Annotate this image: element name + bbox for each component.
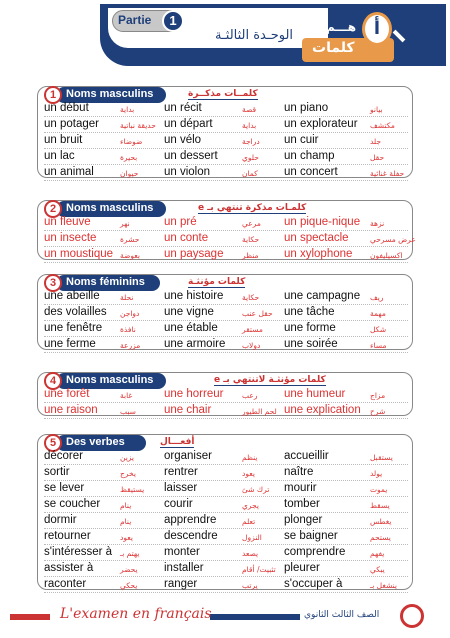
arabic-translation: مرعي: [242, 219, 261, 228]
arabic-translation: ينام: [120, 501, 132, 510]
french-word: un conte: [164, 232, 209, 244]
footer-line-left: [10, 614, 50, 620]
arabic-translation: دولاب: [242, 341, 261, 350]
french-word: une forêt: [44, 388, 90, 400]
arabic-translation: ينشغل بـ: [370, 581, 398, 590]
french-word: ranger: [164, 578, 198, 590]
french-word: un concert: [284, 166, 338, 178]
arabic-translation: بداية: [242, 121, 257, 130]
arabic-translation: يخرج: [120, 469, 136, 478]
arabic-translation: ترك شئ: [242, 485, 270, 494]
french-word: raconter: [44, 578, 87, 590]
page-circle-icon: [400, 604, 424, 628]
section-arabic-title: كلمات مؤنثـة: [188, 277, 246, 287]
vocab-row: [44, 387, 408, 403]
vocab-row: [44, 465, 408, 481]
arabic-translation: حديقة نباتية: [120, 121, 156, 130]
french-word: apprendre: [164, 514, 217, 526]
vocab-row: [44, 133, 408, 149]
arabic-translation: يولد: [370, 469, 383, 478]
section-arabic-title: كلمــات مذكــرة: [188, 89, 258, 99]
french-word: laisser: [164, 482, 198, 494]
arabic-translation: يحضر: [120, 565, 138, 574]
section-number: 3: [44, 274, 62, 292]
arabic-translation: مساء: [370, 341, 387, 350]
arabic-translation: يسقط: [370, 501, 390, 510]
french-word: des volailles: [44, 306, 107, 318]
section-3: [37, 274, 413, 350]
footer-line-mid: [210, 614, 300, 620]
section-number: 4: [44, 372, 62, 390]
arabic-translation: يهتم بـ: [120, 549, 140, 558]
arabic-translation: عرض مسرحي: [370, 235, 416, 244]
vocab-row: [44, 449, 408, 465]
french-word: une fenêtre: [44, 322, 103, 334]
section-label: Noms féminins: [66, 276, 145, 288]
french-word: sortir: [44, 466, 70, 478]
arabic-translation: حكاية: [242, 293, 260, 302]
vocab-row: [44, 149, 408, 165]
arabic-translation: شرح: [370, 407, 386, 416]
vocab-row: [44, 289, 408, 305]
french-word: monter: [164, 546, 200, 558]
arabic-translation: بحيرة: [120, 153, 138, 162]
french-word: tomber: [284, 498, 320, 510]
section-arabic-title: كلمـات مذكرة تنتهي بـ e: [198, 203, 307, 213]
french-word: mourir: [284, 482, 317, 494]
footer-title: L'examen en français: [60, 606, 212, 622]
arabic-translation: غابة: [120, 391, 133, 400]
french-word: une raison: [44, 404, 98, 416]
french-word: une soirée: [284, 338, 338, 350]
section-arabic-title: كلمات مؤنثـة لاتنتهي بـ e: [214, 375, 326, 385]
arabic-translation: النزول: [242, 533, 262, 542]
arabic-translation: مزرعة: [120, 341, 141, 350]
arabic-translation: يموت: [370, 485, 388, 494]
arabic-translation: مزاج: [370, 391, 386, 400]
french-word: retourner: [44, 530, 91, 542]
arabic-translation: دواجن: [120, 309, 140, 318]
vocab-row: [44, 337, 408, 353]
footer-grade: الصف الثالث الثانوي: [304, 610, 380, 620]
french-word: un spectacle: [284, 232, 349, 244]
arabic-translation: يبكي: [370, 565, 385, 574]
french-word: un vélo: [164, 134, 202, 146]
vocab-row: [44, 231, 416, 247]
arabic-translation: نافذة: [120, 325, 136, 334]
french-word: un champ: [284, 150, 335, 162]
arabic-translation: مهمة: [370, 309, 386, 318]
section-2: [37, 200, 416, 260]
arabic-translation: رعب: [242, 391, 258, 400]
arabic-translation: تعلم: [242, 517, 256, 526]
arabic-translation: حكاية: [242, 235, 260, 244]
french-word: un violon: [164, 166, 211, 178]
vocab-row: [44, 577, 408, 593]
arabic-translation: منظر: [242, 251, 259, 260]
french-word: une ferme: [44, 338, 96, 350]
french-word: se lever: [44, 482, 85, 494]
french-word: organiser: [164, 450, 212, 462]
arabic-translation: شكل: [370, 325, 387, 334]
french-word: un animal: [44, 166, 94, 178]
kalimat-label: كلمات: [312, 40, 355, 56]
vocab-row: [44, 561, 408, 577]
french-word: dormir: [44, 514, 77, 526]
section-label: Noms masculins: [66, 88, 154, 100]
vocab-row: [44, 117, 408, 133]
arabic-translation: يفهم: [370, 549, 385, 558]
french-word: une étable: [164, 322, 218, 334]
french-word: courir: [164, 498, 193, 510]
french-word: une explication: [284, 404, 361, 416]
section-number: 5: [44, 434, 62, 452]
french-word: une armoire: [164, 338, 226, 350]
french-word: accueillir: [284, 450, 329, 462]
partie-number: 1: [162, 10, 184, 32]
arabic-translation: يزين: [120, 453, 135, 462]
section-4: [37, 372, 413, 416]
french-word: un piano: [284, 102, 329, 114]
unit-title: الوحـدة الثالثـة: [215, 28, 294, 43]
arabic-translation: يجري: [242, 501, 259, 510]
french-word: plonger: [284, 514, 323, 526]
vocab-row: [44, 513, 408, 529]
arabic-translation: قصة: [242, 105, 257, 114]
french-word: pleurer: [284, 562, 320, 574]
french-word: un fleuve: [44, 216, 91, 228]
vocab-row: [44, 321, 408, 337]
arabic-translation: حقل عنب: [242, 309, 273, 318]
arabic-translation: يعود: [120, 533, 133, 542]
french-word: un potager: [44, 118, 99, 130]
french-word: une campagne: [284, 290, 361, 302]
french-word: une abeille: [44, 290, 100, 302]
french-word: descendre: [164, 530, 218, 542]
vocab-row: [44, 165, 408, 181]
french-word: comprendre: [284, 546, 346, 558]
french-word: un lac: [44, 150, 75, 162]
french-word: assister à: [44, 562, 94, 574]
french-word: une horreur: [164, 388, 224, 400]
french-word: s'intéresser à: [44, 546, 113, 558]
french-word: un bruit: [44, 134, 83, 146]
french-word: rentrer: [164, 466, 198, 478]
french-word: décorer: [44, 450, 83, 462]
section-label: Des verbes: [66, 436, 125, 448]
vocab-row: [44, 403, 408, 419]
arabic-translation: ينظم: [242, 453, 258, 462]
vocab-row: [44, 101, 408, 117]
arabic-translation: بيانو: [370, 105, 383, 114]
french-word: s'occuper à: [284, 578, 343, 590]
arabic-translation: مكتشف: [370, 121, 395, 130]
arabic-translation: نهر: [120, 219, 130, 228]
arabic-translation: يعود: [242, 469, 255, 478]
arabic-translation: ضوضاء: [120, 137, 143, 146]
section-5: [37, 434, 413, 590]
french-word: un pré: [164, 216, 197, 228]
french-word: un récit: [164, 102, 202, 114]
arabic-translation: لحم الطيور: [242, 407, 277, 416]
french-word: un pique-nique: [284, 216, 361, 228]
arabic-translation: يحكي: [120, 581, 138, 590]
arabic-translation: تثبيت/ أقام: [242, 565, 276, 574]
arabic-translation: كمان: [242, 169, 258, 178]
arabic-translation: بعوضة: [120, 251, 140, 260]
magnifier-icon: أ: [362, 12, 392, 46]
arabic-translation: حيوان: [120, 169, 139, 178]
arabic-translation: دراجة: [242, 137, 260, 146]
vocab-row: [44, 529, 408, 545]
vocab-row: [44, 305, 408, 321]
section-label: Noms masculins: [66, 374, 154, 386]
french-word: un cuir: [284, 134, 319, 146]
section-label: Noms masculins: [66, 202, 154, 214]
french-word: une forme: [284, 322, 336, 334]
french-word: installer: [164, 562, 204, 574]
french-word: une tâche: [284, 306, 335, 318]
arabic-translation: اكسيليفون: [370, 251, 403, 260]
section-number: 2: [44, 200, 62, 218]
french-word: se baigner: [284, 530, 338, 542]
french-word: un paysage: [164, 248, 224, 260]
french-word: un xylophone: [284, 248, 353, 260]
french-word: un départ: [164, 118, 213, 130]
french-word: un dessert: [164, 150, 218, 162]
arabic-translation: حفلة غنائية: [370, 169, 405, 178]
french-word: une chair: [164, 404, 212, 416]
vocab-row: [44, 247, 408, 263]
vocab-row: [44, 545, 408, 561]
arabic-translation: نحلة: [120, 293, 134, 302]
partie-label: Partie: [118, 13, 152, 27]
arabic-translation: حشرة: [120, 235, 140, 244]
french-word: un explorateur: [284, 118, 358, 130]
vocab-row: [44, 481, 408, 497]
french-word: un début: [44, 102, 89, 114]
section-arabic-title: أفعـــال: [160, 437, 195, 447]
french-word: un moustique: [44, 248, 114, 260]
arabic-translation: يستيقظ: [120, 485, 145, 494]
arabic-translation: يستقبل: [370, 453, 393, 462]
arabic-translation: نزهة: [370, 219, 385, 228]
arabic-translation: سبب: [120, 407, 136, 416]
section-number: 1: [44, 86, 62, 104]
arabic-translation: بداية: [120, 105, 135, 114]
french-word: naître: [284, 466, 314, 478]
section-1: [37, 86, 413, 178]
french-word: se coucher: [44, 498, 101, 510]
arabic-translation: حلوي: [242, 153, 259, 162]
vocab-row: [44, 497, 408, 513]
french-word: une vigne: [164, 306, 214, 318]
arabic-translation: مستقر: [242, 325, 263, 334]
arabic-translation: يغطس: [370, 517, 392, 526]
muhim-label: هـــم: [326, 20, 357, 34]
arabic-translation: ريف: [370, 293, 384, 302]
french-word: une humeur: [284, 388, 346, 400]
arabic-translation: حقل: [370, 153, 385, 162]
arabic-translation: يستحم: [370, 533, 391, 542]
vocab-row: [44, 215, 408, 231]
french-word: un insecte: [44, 232, 97, 244]
french-word: une histoire: [164, 290, 224, 302]
arabic-translation: جلد: [370, 137, 382, 146]
arabic-translation: يصعد: [242, 549, 259, 558]
arabic-translation: يرتب: [242, 581, 258, 590]
arabic-translation: ينام: [120, 517, 132, 526]
